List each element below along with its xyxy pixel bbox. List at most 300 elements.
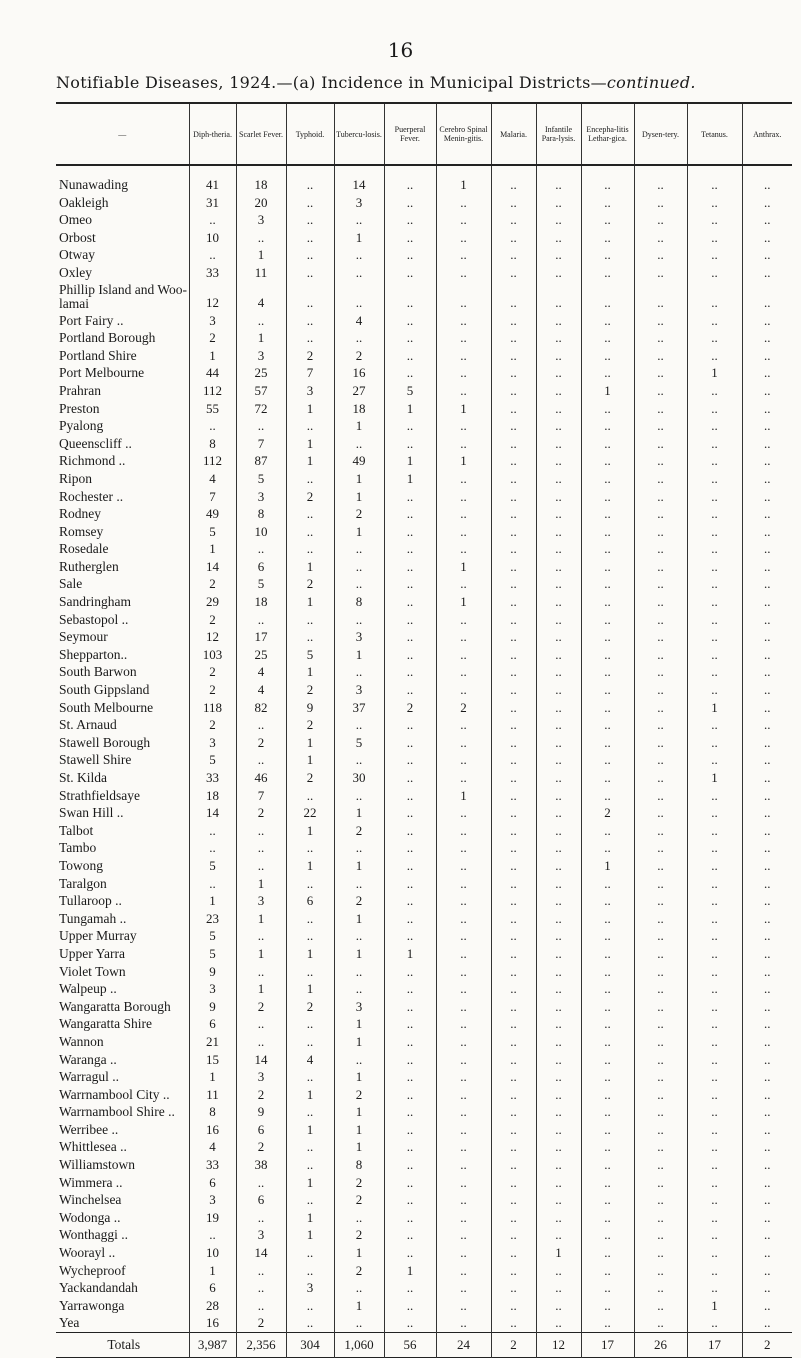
table-cell: .. xyxy=(687,1226,742,1244)
table-cell: .. xyxy=(189,246,236,264)
table-cell: .. xyxy=(491,1015,536,1033)
table-cell: .. xyxy=(384,1051,436,1069)
table-cell: .. xyxy=(491,1051,536,1069)
table-row xyxy=(56,1262,792,1280)
table-cell: .. xyxy=(536,523,581,541)
table-cell: .. xyxy=(581,211,634,229)
table-cell: .. xyxy=(634,264,687,282)
table-row xyxy=(56,229,792,247)
table-cell: 1 xyxy=(189,347,236,365)
table-cell: .. xyxy=(581,646,634,664)
table-cell: .. xyxy=(581,892,634,910)
table-cell: .. xyxy=(581,734,634,752)
table-cell: 2 xyxy=(189,575,236,593)
table-cell: .. xyxy=(491,1138,536,1156)
district-name: Wangaratta Shire xyxy=(59,1016,152,1032)
table-cell: 1 xyxy=(189,1068,236,1086)
table-cell: .. xyxy=(384,1209,436,1227)
table-cell: .. xyxy=(286,611,334,629)
table-row xyxy=(56,857,792,875)
table-cell: .. xyxy=(436,523,491,541)
table-cell: 2 xyxy=(334,505,384,523)
table-cell: .. xyxy=(634,927,687,945)
table-cell: .. xyxy=(436,663,491,681)
table-cell: .. xyxy=(536,734,581,752)
table-cell: .. xyxy=(436,382,491,400)
table-cell: .. xyxy=(634,1297,687,1315)
table-cell: .. xyxy=(581,194,634,212)
table-cell: .. xyxy=(491,857,536,875)
district-name: Rutherglen xyxy=(59,558,119,574)
table-cell: .. xyxy=(536,611,581,629)
table-row xyxy=(56,246,792,264)
table-cell: 46 xyxy=(236,769,286,787)
table-cell: 1 xyxy=(536,1244,581,1262)
table-cell: .. xyxy=(687,1015,742,1033)
table-cell: .. xyxy=(581,1138,634,1156)
table-cell: .. xyxy=(334,927,384,945)
table-cell: .. xyxy=(687,980,742,998)
table-row xyxy=(56,734,792,752)
table-cell: .. xyxy=(742,229,792,247)
table-cell: .. xyxy=(581,1297,634,1315)
table-cell: .. xyxy=(286,229,334,247)
table-cell: .. xyxy=(384,1244,436,1262)
table-cell: .. xyxy=(634,435,687,453)
district-name: Oxley xyxy=(59,264,92,280)
table-cell: .. xyxy=(491,1262,536,1280)
table-cell: 1 xyxy=(334,488,384,506)
table-cell: 2 xyxy=(286,998,334,1016)
table-cell: 3 xyxy=(334,681,384,699)
table-cell: .. xyxy=(742,364,792,382)
spacer-cell xyxy=(236,165,286,176)
table-cell: .. xyxy=(581,523,634,541)
table-cell: .. xyxy=(536,699,581,717)
title-italic: continued. xyxy=(606,73,696,92)
table-cell: .. xyxy=(436,264,491,282)
table-cell: 2 xyxy=(581,804,634,822)
column-header: Tetanus. xyxy=(687,103,742,165)
table-cell: .. xyxy=(536,787,581,805)
table-cell: .. xyxy=(581,1279,634,1297)
total-cell: 2,356 xyxy=(236,1333,286,1358)
table-cell: .. xyxy=(581,787,634,805)
table-cell: .. xyxy=(436,1138,491,1156)
table-cell: .. xyxy=(687,417,742,435)
table-cell: .. xyxy=(491,194,536,212)
table-row xyxy=(56,282,792,312)
table-cell: .. xyxy=(536,246,581,264)
district-name: South Barwon xyxy=(59,664,137,680)
table-cell: .. xyxy=(634,1191,687,1209)
table-cell: .. xyxy=(334,875,384,893)
table-cell: .. xyxy=(581,364,634,382)
district-name: Rosedale xyxy=(59,541,109,557)
table-cell: 1 xyxy=(334,1138,384,1156)
table-row xyxy=(56,927,792,945)
table-cell: .. xyxy=(236,1033,286,1051)
table-cell: .. xyxy=(634,1138,687,1156)
table-cell: 19 xyxy=(189,1209,236,1227)
table-cell: .. xyxy=(536,892,581,910)
table-cell: .. xyxy=(491,681,536,699)
table-cell: 1 xyxy=(384,400,436,418)
table-cell: 3 xyxy=(334,998,384,1016)
table-cell: .. xyxy=(742,523,792,541)
table-cell: 2 xyxy=(236,804,286,822)
table-cell: .. xyxy=(384,1103,436,1121)
table-cell: .. xyxy=(236,751,286,769)
table-cell: .. xyxy=(634,628,687,646)
table-row xyxy=(56,540,792,558)
table-cell: .. xyxy=(384,628,436,646)
table-cell: .. xyxy=(536,435,581,453)
table-cell: .. xyxy=(436,1086,491,1104)
table-cell: .. xyxy=(634,211,687,229)
table-cell: 6 xyxy=(189,1279,236,1297)
table-cell: .. xyxy=(236,857,286,875)
table-cell: .. xyxy=(334,435,384,453)
table-cell: .. xyxy=(634,1033,687,1051)
table-cell: .. xyxy=(581,1244,634,1262)
table-cell: 2 xyxy=(334,1086,384,1104)
table-row xyxy=(56,945,792,963)
table-cell: .. xyxy=(536,1015,581,1033)
table-cell: .. xyxy=(491,1033,536,1051)
table-cell: .. xyxy=(687,927,742,945)
spacer-cell xyxy=(56,165,189,176)
table-cell: .. xyxy=(634,558,687,576)
table-row xyxy=(56,176,792,194)
table-cell: .. xyxy=(491,963,536,981)
table-row xyxy=(56,910,792,928)
table-cell: .. xyxy=(491,1209,536,1227)
table-cell: 12 xyxy=(189,628,236,646)
table-cell: .. xyxy=(384,1156,436,1174)
table-cell: .. xyxy=(436,1191,491,1209)
table-cell: .. xyxy=(634,488,687,506)
table-row xyxy=(56,699,792,717)
table-cell: .. xyxy=(536,998,581,1016)
table-cell: .. xyxy=(491,1297,536,1315)
table-cell: .. xyxy=(742,857,792,875)
table-cell: .. xyxy=(384,1297,436,1315)
table-cell: .. xyxy=(436,1209,491,1227)
table-cell: .. xyxy=(687,663,742,681)
table-cell: 2 xyxy=(286,681,334,699)
table-cell: .. xyxy=(236,312,286,330)
table-cell: .. xyxy=(536,505,581,523)
district-name: Nunawading xyxy=(59,177,128,192)
district-name: Tambo xyxy=(59,840,97,856)
table-cell: .. xyxy=(581,1156,634,1174)
table-row xyxy=(56,1297,792,1315)
column-header: Encepha-litis Lethar-gica. xyxy=(581,103,634,165)
table-cell: .. xyxy=(687,246,742,264)
district-name: Sale xyxy=(59,576,83,592)
table-row xyxy=(56,488,792,506)
table-cell: 4 xyxy=(236,681,286,699)
table-cell: .. xyxy=(436,822,491,840)
table-cell: 1 xyxy=(334,229,384,247)
table-cell: 8 xyxy=(189,1103,236,1121)
table-cell: .. xyxy=(491,523,536,541)
table-cell: .. xyxy=(687,611,742,629)
table-cell: .. xyxy=(286,282,334,312)
table-cell: .. xyxy=(634,417,687,435)
table-cell: .. xyxy=(384,558,436,576)
table-cell: 4 xyxy=(334,312,384,330)
table-cell: .. xyxy=(581,663,634,681)
table-cell: .. xyxy=(384,611,436,629)
table-cell: .. xyxy=(687,1103,742,1121)
table-cell: .. xyxy=(634,1103,687,1121)
table-cell: .. xyxy=(634,945,687,963)
table-cell: .. xyxy=(286,470,334,488)
table-cell: .. xyxy=(384,1033,436,1051)
district-name: Warrnambool Shire .. xyxy=(59,1104,175,1120)
table-row xyxy=(56,417,792,435)
column-header: — xyxy=(118,129,127,139)
table-cell: 8 xyxy=(334,1156,384,1174)
table-cell: .. xyxy=(742,663,792,681)
table-cell: .. xyxy=(687,593,742,611)
table-cell: .. xyxy=(634,1121,687,1139)
table-cell: .. xyxy=(491,804,536,822)
table-row xyxy=(56,769,792,787)
table-cell: 1 xyxy=(286,400,334,418)
table-cell: .. xyxy=(687,540,742,558)
table-cell: .. xyxy=(236,1209,286,1227)
table-cell: .. xyxy=(687,523,742,541)
table-cell: 5 xyxy=(189,857,236,875)
table-cell: 3 xyxy=(189,734,236,752)
table-cell: .. xyxy=(581,505,634,523)
table-cell: 2 xyxy=(189,611,236,629)
table-cell: .. xyxy=(742,1068,792,1086)
table-cell: .. xyxy=(436,194,491,212)
table-cell: .. xyxy=(436,1297,491,1315)
table-cell: .. xyxy=(384,575,436,593)
table-cell: .. xyxy=(491,769,536,787)
table-cell: .. xyxy=(536,347,581,365)
table-cell: 2 xyxy=(334,1191,384,1209)
table-cell: .. xyxy=(687,488,742,506)
table-cell: .. xyxy=(286,1138,334,1156)
table-cell: .. xyxy=(536,1226,581,1244)
table-cell: 1 xyxy=(581,382,634,400)
table-cell: 2 xyxy=(384,699,436,717)
table-cell: .. xyxy=(687,910,742,928)
table-row xyxy=(56,329,792,347)
table-cell: 1 xyxy=(334,1297,384,1315)
table-cell: .. xyxy=(742,963,792,981)
table-cell: .. xyxy=(491,663,536,681)
table-cell: 2 xyxy=(286,575,334,593)
table-cell: 1 xyxy=(334,1033,384,1051)
table-cell: .. xyxy=(581,417,634,435)
district-name: Talbot xyxy=(59,822,94,838)
table-row xyxy=(56,1244,792,1262)
table-cell: .. xyxy=(286,963,334,981)
table-cell: 3 xyxy=(286,1279,334,1297)
table-cell: .. xyxy=(536,875,581,893)
table-cell: .. xyxy=(436,1156,491,1174)
table-cell: 2 xyxy=(286,347,334,365)
table-cell: .. xyxy=(581,910,634,928)
table-cell: 1 xyxy=(436,400,491,418)
table-cell: .. xyxy=(581,998,634,1016)
table-cell: 29 xyxy=(189,593,236,611)
table-cell: .. xyxy=(687,382,742,400)
table-cell: 9 xyxy=(189,998,236,1016)
table-cell: .. xyxy=(742,822,792,840)
table-cell: .. xyxy=(634,312,687,330)
district-name: Oakleigh xyxy=(59,194,109,210)
table-cell: .. xyxy=(384,963,436,981)
table-cell: .. xyxy=(536,681,581,699)
table-cell: 1 xyxy=(334,417,384,435)
table-cell: 15 xyxy=(189,1051,236,1069)
table-cell: 4 xyxy=(189,470,236,488)
table-cell: .. xyxy=(742,382,792,400)
table-cell: 1 xyxy=(236,945,286,963)
table-cell: .. xyxy=(742,734,792,752)
table-cell: 1 xyxy=(286,1226,334,1244)
table-cell: .. xyxy=(384,892,436,910)
table-cell: 1 xyxy=(334,470,384,488)
table-row xyxy=(56,194,792,212)
table-cell: .. xyxy=(436,1015,491,1033)
table-cell: .. xyxy=(634,575,687,593)
table-cell: .. xyxy=(536,910,581,928)
table-cell: .. xyxy=(742,282,792,312)
table-cell: .. xyxy=(384,505,436,523)
district-name: Upper Murray xyxy=(59,928,137,944)
page-title xyxy=(56,73,696,92)
table-cell: .. xyxy=(286,246,334,264)
table-cell: .. xyxy=(334,282,384,312)
table-cell: 3 xyxy=(189,312,236,330)
table-cell: 1 xyxy=(236,910,286,928)
table-cell: 7 xyxy=(236,435,286,453)
table-cell: .. xyxy=(634,716,687,734)
table-cell: .. xyxy=(536,822,581,840)
district-name: Stawell Borough xyxy=(59,734,151,750)
table-cell: .. xyxy=(286,628,334,646)
table-cell: .. xyxy=(742,1314,792,1332)
table-cell: .. xyxy=(536,1191,581,1209)
table-cell: .. xyxy=(384,540,436,558)
table-cell: .. xyxy=(491,875,536,893)
table-cell: .. xyxy=(687,681,742,699)
spacer-cell xyxy=(491,165,536,176)
table-cell: 1 xyxy=(286,663,334,681)
district-name: Omeo xyxy=(59,212,92,228)
table-cell: 6 xyxy=(236,1191,286,1209)
table-cell: .. xyxy=(384,875,436,893)
table-cell: .. xyxy=(436,1051,491,1069)
table-cell: .. xyxy=(581,1191,634,1209)
table-cell: .. xyxy=(634,681,687,699)
table-cell: .. xyxy=(491,558,536,576)
table-row xyxy=(56,822,792,840)
column-header: Cerebro Spinal Menin-gitis. xyxy=(436,103,491,165)
table-cell: 6 xyxy=(286,892,334,910)
table-cell: .. xyxy=(536,1314,581,1332)
table-cell: .. xyxy=(687,875,742,893)
table-cell: .. xyxy=(536,282,581,312)
table-cell: 5 xyxy=(236,575,286,593)
table-cell: .. xyxy=(634,229,687,247)
district-name: Wangaratta Borough xyxy=(59,998,171,1014)
table-cell: .. xyxy=(536,558,581,576)
table-cell: .. xyxy=(687,194,742,212)
table-row xyxy=(56,839,792,857)
table-cell: 4 xyxy=(189,1138,236,1156)
table-cell: .. xyxy=(491,699,536,717)
table-cell: .. xyxy=(491,1279,536,1297)
table-row xyxy=(56,1138,792,1156)
total-cell: 17 xyxy=(581,1333,634,1358)
table-cell: .. xyxy=(491,1244,536,1262)
table-cell: .. xyxy=(491,246,536,264)
table-cell: .. xyxy=(536,488,581,506)
table-cell: .. xyxy=(436,646,491,664)
table-cell: .. xyxy=(491,329,536,347)
table-cell: .. xyxy=(286,1262,334,1280)
district-name: South Gippsland xyxy=(59,682,150,698)
table-cell: .. xyxy=(384,646,436,664)
table-cell: .. xyxy=(536,963,581,981)
table-cell: .. xyxy=(236,1297,286,1315)
district-name: Tungamah .. xyxy=(59,910,127,926)
table-cell: .. xyxy=(742,804,792,822)
table-cell: .. xyxy=(742,488,792,506)
table-cell: .. xyxy=(334,839,384,857)
table-cell: .. xyxy=(436,963,491,981)
district-name: Wodonga .. xyxy=(59,1209,121,1225)
table-cell: 1 xyxy=(236,246,286,264)
table-cell: .. xyxy=(286,1103,334,1121)
table-cell: .. xyxy=(384,364,436,382)
table-cell: 41 xyxy=(189,176,236,194)
table-cell: .. xyxy=(384,347,436,365)
table-row xyxy=(56,1209,792,1227)
table-row xyxy=(56,1086,792,1104)
table-cell: .. xyxy=(334,264,384,282)
column-header: Diph-theria. xyxy=(189,103,236,165)
table-cell: .. xyxy=(742,927,792,945)
table-cell: .. xyxy=(334,540,384,558)
table-cell: .. xyxy=(581,246,634,264)
table-cell: .. xyxy=(384,593,436,611)
table-cell: .. xyxy=(687,575,742,593)
table-cell: 1 xyxy=(436,593,491,611)
table-cell: .. xyxy=(536,1121,581,1139)
table-cell: 3 xyxy=(334,194,384,212)
table-cell: 1 xyxy=(436,176,491,194)
table-cell: .. xyxy=(384,980,436,998)
table-cell: 1 xyxy=(687,769,742,787)
table-cell: .. xyxy=(687,804,742,822)
table-cell: .. xyxy=(742,194,792,212)
district-name: Whittlesea .. xyxy=(59,1139,127,1155)
table-cell: .. xyxy=(384,312,436,330)
table-cell: .. xyxy=(634,400,687,418)
table-cell: .. xyxy=(581,435,634,453)
